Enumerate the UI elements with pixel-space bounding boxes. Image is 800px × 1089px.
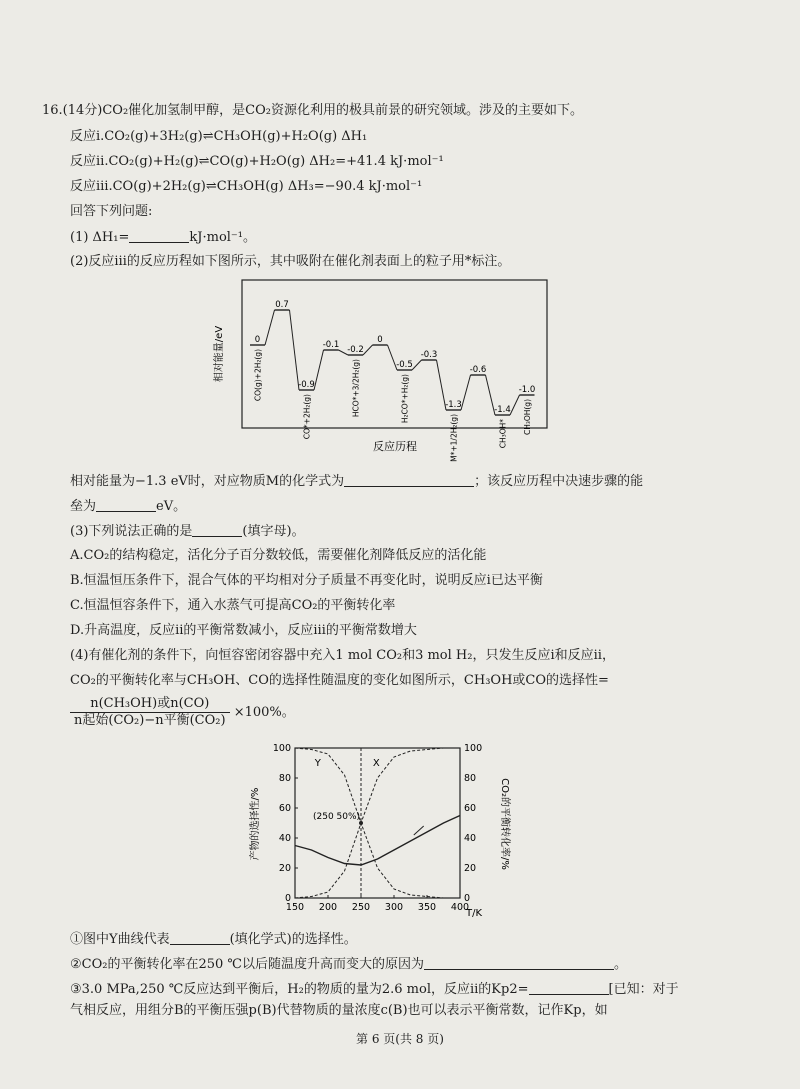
sel-series-0	[295, 748, 460, 898]
sel-xlabel: T/K	[466, 908, 483, 918]
energy-connector-9	[461, 375, 471, 410]
q2-barrier-blank[interactable]	[96, 497, 156, 512]
sel-x-tick-label: 300	[384, 902, 404, 913]
q1-prefix: (1) ΔH₁=	[70, 230, 130, 245]
q2-text: (2)反应ⅲ的反应历程如下图所示，其中吸附在催化剂表面上的粒子用*标注。	[70, 254, 511, 269]
sel-y-tick-label-left: 20	[278, 863, 291, 874]
energy-value-label: 0.7	[275, 300, 289, 310]
sel-x-tick-label: 400	[450, 902, 470, 913]
q1-suffix: kJ·mol⁻¹。	[189, 230, 256, 245]
sel-y-tick-label-right: 40	[464, 833, 477, 844]
energy-connector-11	[510, 395, 520, 415]
sel-series-2	[295, 816, 460, 866]
sel-label-x: X	[372, 758, 380, 769]
sel-x-tick-label: 250	[351, 902, 371, 913]
sel-y-tick-label-right: 100	[464, 743, 483, 754]
fraction-denominator: n起始(CO₂)−n平衡(CO₂)	[74, 713, 226, 728]
sel-x-tick-label: 350	[417, 902, 437, 913]
sel-y-tick-label-left: 0	[284, 893, 291, 904]
energy-species-label: M*+1/2H₂(g)	[449, 414, 459, 462]
energy-species-label: CO*+2H₂(g)	[302, 394, 312, 440]
q3-line	[70, 522, 305, 541]
s2-line	[70, 955, 627, 974]
q2-b-prefix: 相对能量为−1.3 eV时，对应物质M的化学式为	[70, 474, 345, 489]
reaction-1: 反应ⅰ.CO₂(g)+3H₂(g)⇌CH₃OH(g)+H₂O(g) ΔH₁	[70, 129, 368, 144]
s3-answer-blank[interactable]	[529, 980, 609, 995]
fraction-tail: ×100%。	[233, 705, 295, 720]
s1-answer-blank[interactable]	[170, 930, 230, 945]
energy-connector-3	[314, 350, 324, 390]
sel-x-tick-label: 200	[318, 902, 338, 913]
energy-value-label: -0.5	[396, 360, 413, 370]
page-footer: 第 6 页(共 8 页)	[356, 1032, 444, 1046]
sel-annotation: (250 50%)	[313, 812, 361, 822]
q2-b-suffix: ；该反应历程中决速步骤的能	[474, 474, 644, 489]
energy-value-label: -0.6	[469, 365, 487, 375]
sel-label-y: Y	[314, 758, 321, 769]
sel-y-tick-label-left: 40	[278, 833, 291, 844]
energy-connector-7	[412, 360, 422, 370]
sel-x-tick-label: 150	[285, 902, 305, 913]
s1-line	[70, 930, 357, 949]
energy-species-label: CH₃OH*	[498, 419, 508, 449]
energy-value-label: -1.4	[494, 405, 511, 415]
energy-xlabel: 反应历程	[373, 440, 417, 453]
question-header: 16.(14分)CO₂催化加氢制甲醇，是CO₂资源化利用的极具前景的研究领域。涉及的主要如下。	[42, 103, 583, 118]
energy-ylabel: 相对能量/eV	[214, 325, 225, 383]
energy-species-label: HCO*+3/2H₂(g)	[351, 359, 361, 418]
sel-ylabel-left: 产物的选择性/%	[250, 787, 261, 861]
s3-line	[70, 980, 679, 999]
sel-y-tick-label-left: 60	[278, 803, 291, 814]
energy-species-label: H₂CO*+H₂(g)	[400, 374, 410, 424]
sel-chart-frame	[295, 748, 460, 898]
sel-leader-line	[414, 826, 424, 835]
q2-b-line	[70, 472, 643, 491]
sel-y-tick-label-right: 80	[464, 773, 477, 784]
intro-text: 回答下列问题:	[70, 204, 153, 219]
energy-profile-chart	[200, 272, 580, 462]
energy-connector-1	[265, 310, 275, 345]
reaction-3: 反应ⅲ.CO(g)+2H₂(g)⇌CH₃OH(g) ΔH₃=−90.4 kJ·mol⁻¹	[70, 179, 423, 194]
option-b: B.恒温恒压条件下，混合气体的平均相对分子质量不再变化时，说明反应ⅰ已达平衡	[70, 573, 543, 588]
q1-answer-blank[interactable]	[129, 228, 189, 243]
reaction-2: 反应ⅱ.CO₂(g)+H₂(g)⇌CO(g)+H₂O(g) ΔH₂=+41.4 kJ·mol⁻¹	[70, 154, 444, 169]
q3-prefix: (3)下列说法正确的是	[70, 524, 193, 539]
sel-y-tick-label-right: 20	[464, 863, 477, 874]
s3-line-b: 气相反应，用组分B的平衡压强p(B)代替物质的量浓度c(B)也可以表示平衡常数，记作Kp，如	[70, 1003, 608, 1018]
energy-species-label: CH₃OH(g)	[523, 399, 532, 436]
s1-suffix: (填化学式)的选择性。	[229, 932, 357, 947]
energy-species-label: CO(g)+2H₂(g)	[253, 349, 263, 402]
energy-value-label: -0.9	[298, 380, 315, 390]
energy-value-label: -1.3	[445, 400, 462, 410]
energy-value-label: -0.3	[420, 350, 438, 360]
energy-value-label: -1.0	[518, 385, 536, 395]
q4-line-b: CO₂的平衡转化率与CH₃OH、CO的选择性随温度的变化如图所示，CH₃OH或CO的选择性=	[70, 673, 609, 688]
q1-line	[70, 228, 256, 247]
q3-answer-blank[interactable]	[192, 522, 242, 537]
energy-connector-5	[363, 345, 373, 355]
q4-line-a: (4)有催化剂的条件下，向恒容密闭容器中充入1 mol CO₂和3 mol H₂，只发生反应ⅰ和反应ⅱ，	[70, 648, 615, 663]
option-c: C.恒温恒容条件下，通入水蒸气可提高CO₂的平衡转化率	[70, 598, 396, 613]
option-d: D.升高温度，反应ⅱ的平衡常数减小，反应ⅲ的平衡常数增大	[70, 623, 417, 638]
energy-connector-2	[290, 310, 300, 390]
q3-suffix: (填字母)。	[242, 524, 305, 539]
sel-series-1	[295, 748, 460, 898]
energy-value-label: -0.1	[322, 340, 340, 350]
energy-value-label: -0.2	[347, 345, 364, 355]
s3-prefix: ③3.0 MPa,250 ℃反应达到平衡后，H₂的物质的量为2.6 mol，反应ⅱ的Kp2=	[70, 982, 529, 997]
sel-y-tick-label-left: 100	[272, 743, 291, 754]
q2-c-prefix: 垒为	[70, 499, 97, 514]
selectivity-formula	[70, 696, 295, 729]
q2-c-suffix: eV。	[156, 499, 187, 514]
selectivity-chart	[240, 738, 560, 918]
energy-value-label: 0	[254, 335, 261, 345]
sel-y-tick-label-right: 0	[464, 893, 471, 904]
selectivity-fraction	[70, 696, 230, 729]
q2-c-line	[70, 497, 186, 516]
fraction-numerator: n(CH₃OH)或n(CO)	[70, 696, 230, 713]
s2-prefix: ②CO₂的平衡转化率在250 ℃以后随温度升高而变大的原因为	[70, 957, 424, 972]
energy-value-label: 0	[377, 335, 383, 345]
s2-suffix: 。	[613, 957, 627, 972]
option-a: A.CO₂的结构稳定，活化分子百分数较低，需要催化剂降低反应的活化能	[70, 548, 487, 563]
s3-suffix: [已知：对于	[608, 982, 679, 997]
s1-prefix: ①图中Y曲线代表	[70, 932, 170, 947]
sel-y-tick-label-left: 80	[278, 773, 291, 784]
q2-formula-blank[interactable]	[344, 472, 474, 487]
s2-answer-blank[interactable]	[424, 955, 614, 970]
sel-y-tick-label-right: 60	[464, 803, 477, 814]
sel-ylabel-right: CO₂的平衡转化率/%	[499, 778, 510, 870]
